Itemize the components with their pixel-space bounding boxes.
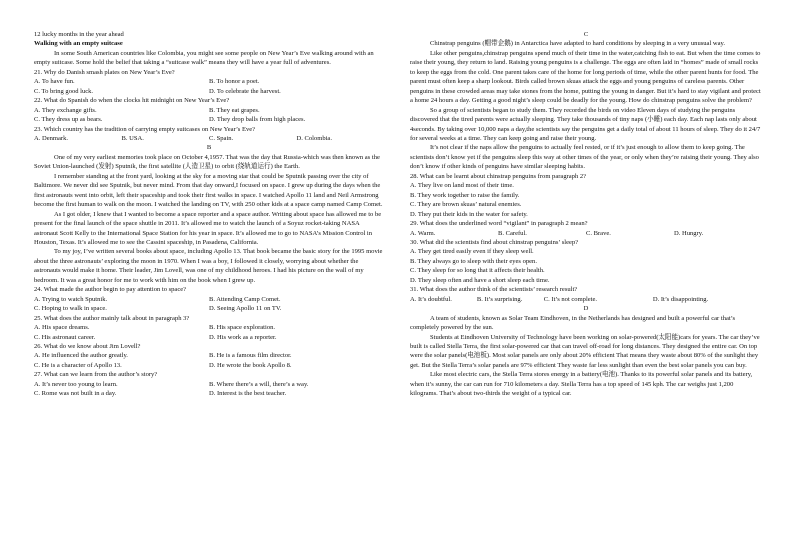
option[interactable]: B. USA. [121, 134, 144, 142]
passage-b-paragraph-2: I remember standing at the front yard, looking at the sky for a moving star that could be Sputnik passing over the city of Baltimore. We never did see Sputnik, but never mind. From that day onward,I focused on space. I grew up during the days when the first astronauts went into orbit, left their spaceship and took their first walks in space. I watched Apollo 11 land and Neil Armstrong become the first human to walk on the moon. I watched the landing on TV, with 250 other kids at a space camp named Camp Comet. [34, 172, 383, 209]
question-24: 24. What made the author begin to pay attention to space? [34, 286, 187, 294]
option[interactable]: A. Denmark. [34, 134, 68, 142]
option[interactable]: B. To honor a poet. [209, 78, 260, 86]
passage-c-paragraph-4: It’s not clear if the naps allow the penguins to actually feel rested, or if it’s just enough to allow them to keep going. The scientists don’t know yet if the penguins sleep this way at other times of the year, or only when they’re raising their young. They also don’t know if other kinds of penguins have similar sleeping habits. [410, 144, 759, 171]
option[interactable]: D. Interest is the best teacher. [209, 390, 287, 398]
left-column [34, 30, 384, 399]
option[interactable]: C. They sleep for so long that it affects their health. [410, 267, 545, 275]
option[interactable]: A. Trying to watch Sputnik. [34, 295, 108, 303]
option[interactable]: C. Hoping to walk in space. [34, 305, 107, 313]
option[interactable]: D. Hungry. [674, 229, 704, 237]
option[interactable]: A. They exchange gifts. [34, 106, 97, 114]
question-23-options [34, 134, 384, 143]
option[interactable]: C. It’s not complete. [543, 295, 598, 303]
section-heading-c: C [583, 31, 589, 38]
option[interactable]: C. Spain. [209, 134, 234, 142]
option[interactable]: A. His space dreams. [34, 324, 90, 332]
option[interactable]: C. Brave. [586, 229, 611, 237]
option[interactable]: C. His astronaut career. [34, 333, 96, 341]
option[interactable]: D. They sleep often and have a short sleep each time. [410, 276, 550, 284]
passage-b-paragraph-1: One of my very earliest memories took place on October 4,1957. That was the day that Russia-which was then known as the Soviet Union-launched (发射) Sputnik, the first satellite (人造卫星) to orbit (绕轨道运行) the Earth. [34, 153, 380, 171]
option[interactable]: C. They dress up as bears. [34, 116, 103, 124]
passage-c-paragraph-2: Like other penguins,chinstrap penguins spend much of their time in the water,catching fish to eat. But when the time comes to raise their young, they return to land. Raising young penguins is a challenge. The eggs are often laid in “homes” made of small rocks to keep the eggs from the cold. One parent takes care of the home for long periods of time, while the other parent hunts for food. The parent must often keep a sharp lookout. Birds called brown skuas attack the eggs and young penguins of careless parents. Other penguins in these crowded areas may take stones from the home, putting the young in danger. But it’s hard to stay vigilant and protect a home 24 hours a day. Getting a good night’s sleep could be deadly for the young. How do chinstrap penguins solve the problem? [410, 49, 761, 105]
option[interactable]: D. He wrote the book Apollo 8. [209, 361, 292, 369]
option[interactable]: C. Rome was not built in a day. [34, 390, 117, 398]
right-column [410, 30, 762, 399]
option[interactable]: A. Warm. [410, 229, 436, 237]
option[interactable]: B. They always go to sleep with their eyes open. [410, 257, 537, 265]
passage-a-last-line: 12 lucky months in the year ahead [34, 31, 124, 38]
section-title-suitcase: Walking with an empty suitcase [34, 40, 123, 48]
passage-c-paragraph-3: So a group of scientists began to study them. They recorded the birds on video Eleven days of studying the penguins discovered that the tired parents were actually sleeping. They take thousands of tiny naps (小睡) each day. Each nap lasts only about 4seconds. By taking over 10,000 naps a day,the scientists say the penguins get a daily total of about 11 hours of sleep. They do it 24/7 for several weeks at a time. They can keep going and raise their young. [410, 106, 761, 142]
question-22-options [34, 106, 384, 125]
question-25: 25. What does the author mainly talk about in paragraph 3? [34, 314, 190, 322]
option[interactable]: D. Seeing Apollo 11 on TV. [209, 305, 282, 313]
passage-b-paragraph-3: As I got older, I knew that I wanted to become a space reporter and a space author. Writing about space has allowed me to be present for the final launch of the space shuttle in 2011. It’s allowed me to watch the launch of a Soyuz rocket-taking NASA astronaut Scott Kelly to the International Space Station for his year in space. It’s allowed me to go to NASA’s Mission Control in Houston, Texas. It’s allowed me to see the Cassini spaceship, in Pasadena, California. [34, 210, 382, 246]
option[interactable]: B. He is a famous film director. [209, 352, 292, 360]
question-25-options [34, 323, 384, 342]
option[interactable]: A. He influenced the author greatly. [34, 352, 128, 360]
question-30: 30. What did the scientists find about chinstrap penguins’ sleep? [410, 238, 579, 246]
option[interactable]: A. They get tired easily even if they sleep well. [410, 248, 534, 256]
option[interactable]: B. It’s surprising. [476, 295, 523, 303]
question-27: 27. What can we learn from the author’s story? [34, 371, 158, 379]
option[interactable]: D. They put their kids in the water for safety. [410, 210, 528, 218]
question-28: 28. What can be learnt about chinstrap penguins from paragraph 2? [410, 172, 587, 180]
option[interactable]: D. His work as a reporter. [209, 333, 277, 341]
option[interactable]: B. His space exploration. [209, 324, 275, 332]
option[interactable]: D. They drop balls from high places. [209, 116, 306, 124]
passage-b-paragraph-4: To my joy, I’ve written several books about space, including Apollo 13. That book became the basic story for the 1995 movie about the three astronauts’ exploring the moon in 1970. When I was a boy, I followed it closely, worrying about whether the astronauts would make it home. Their leader, Jim Lovell, was one of my childhood heroes. I had his picture on the wall of my bedroom. It was a great honor for me to work with him on the book when I grew up. [34, 248, 383, 284]
option[interactable]: D. To celebrate the harvest. [209, 87, 281, 95]
option[interactable]: B. They work together to raise the family. [410, 191, 520, 199]
section-heading-b: B [206, 144, 212, 152]
question-31: 31. What does the author think of the scientists’ research result? [410, 286, 578, 294]
option[interactable]: A. It’s never too young to learn. [34, 380, 118, 388]
question-29: 29. What does the underlined word “vigilant” in paragraph 2 mean? [410, 220, 588, 228]
passage-d-paragraph-2: Students at Eindhoven University of Technology have been working on solar-powered(太阳能)cars for years. The car they’ve built is called Stella Terra, the first solar-powered car that can travel off-road for long distances. They designed the entire car. On top were the solar panels(电池板). Most solar panels are only about 20% efficient That means they waste about 80% of the sunlight they get. But the Stella Terra’s solar panels are 97% efficient They waste far less sunlight than even the best solar panels you can buy. [410, 333, 760, 369]
question-24-options [34, 295, 384, 314]
option[interactable]: A. It’s doubtful. [410, 295, 452, 303]
option[interactable]: B. Where there’s a will, there’s a way. [209, 380, 309, 388]
passage-a-paragraph: In some South American countries like Colombia, you might see some people on New Year’s Eve walking around with an empty suitcase. Some hold the belief that taking a “suitcase walk” means they will have a year full of adventures. [34, 49, 374, 67]
question-23: 23. Which country has the tradition of carrying empty suitcases on New Year’s Eve? [34, 125, 256, 133]
option[interactable]: B. Careful. [498, 229, 527, 237]
option[interactable]: D. Colombia. [296, 134, 332, 142]
option[interactable]: A. They live on land most of their time. [410, 182, 514, 190]
question-31-options [410, 295, 762, 304]
question-27-options [34, 380, 384, 399]
option[interactable]: D. It’s disappointing. [652, 295, 709, 303]
question-29-options [410, 229, 762, 238]
question-26-options [34, 351, 384, 370]
section-heading-d: D [583, 305, 589, 313]
question-21-options [34, 77, 384, 96]
passage-d-paragraph-3: Like most electric cars, the Stella Terra stores energy in a battery(电池). Thanks to its powerful solar panels and its battery, when it’s sunny, the car can run for 710 kilometers a day. Stella Terra has a top speed of 145 kph. The car weighs just 1,200 kilograms. That’s about two-thirds the weight of a typical car. [410, 371, 753, 398]
passage-c-paragraph-1: Chinstrap penguins (帽带企鹅) in Antarctica have adapted to hard conditions by sleeping in a very unusual way. [430, 40, 726, 48]
option[interactable]: A. To have fun. [34, 78, 75, 86]
option[interactable]: C. He is a character of Apollo 13. [34, 361, 122, 369]
option[interactable]: B. They eat grapes. [209, 106, 260, 114]
question-26: 26. What do we know about Jim Lovell? [34, 342, 141, 350]
question-22: 22. What do Spanish do when the clocks hit midnight on New Year’s Eve? [34, 97, 230, 105]
option[interactable]: C. They are brown skuas’ natural enemies. [410, 201, 522, 209]
option[interactable]: C. To bring good luck. [34, 87, 94, 95]
passage-d-paragraph-1: A team of students, known as Solar Team Eindhoven, in the Netherlands has designed and built a powerful car that’s completely powered by the sun. [410, 314, 736, 332]
question-21: 21. Why do Danish smash plates on New Year’s Eve? [34, 68, 175, 76]
option[interactable]: B. Attending Camp Comet. [209, 295, 281, 303]
